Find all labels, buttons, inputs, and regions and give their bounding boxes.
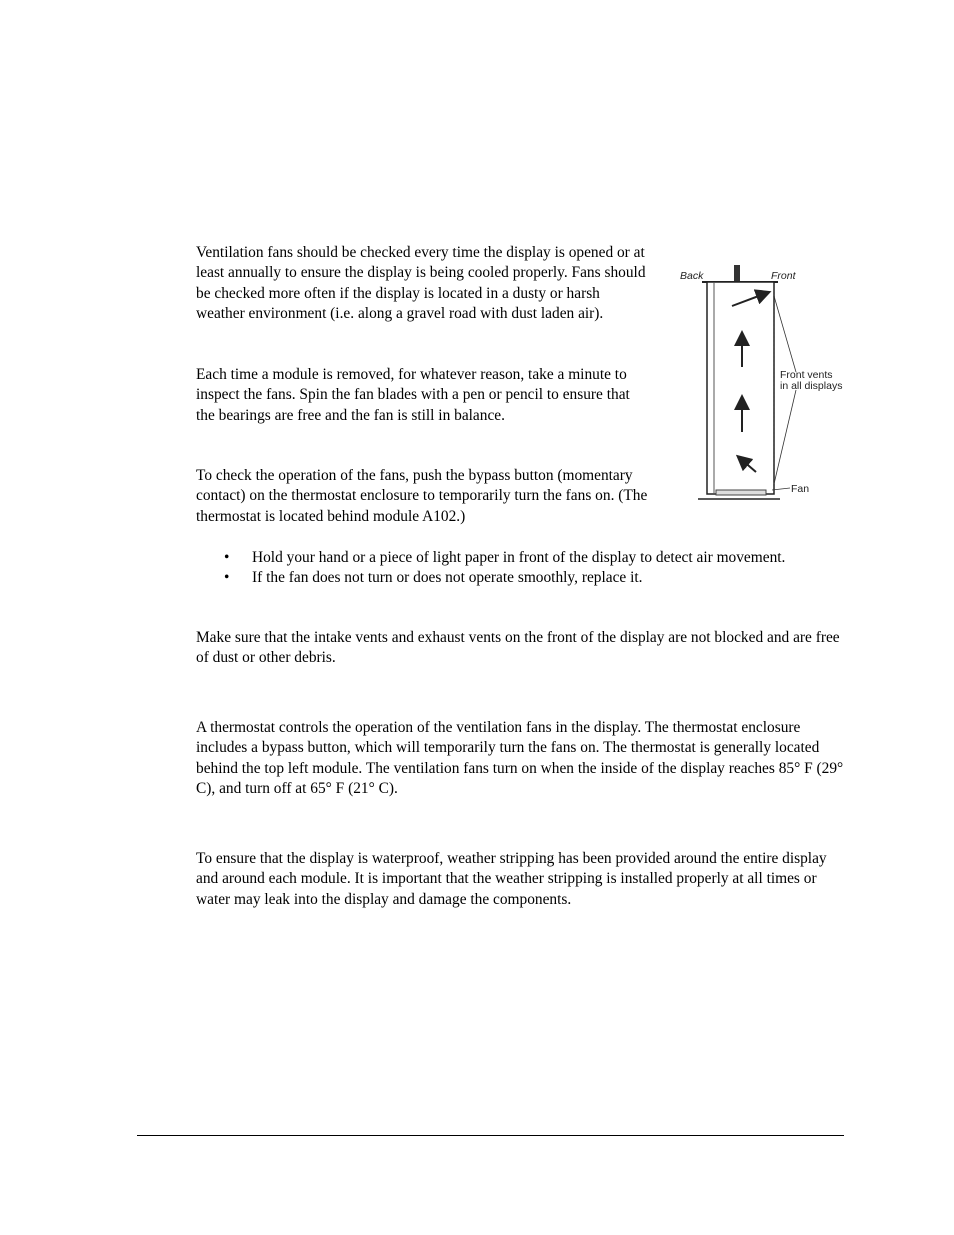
paragraph-thermostat: A thermostat controls the operation of the ventilation fans in the display. The thermostat enclosure includes a bypass button, which will temporarily turn the fans on. The thermostat is generally located behind the top left module. The ventilation fans turn on when the inside of the display reaches 85° F (29° C), and turn off at 65° F (21° C). bbox=[196, 719, 844, 797]
footer-rule bbox=[137, 1135, 844, 1136]
paragraph-check-operation: To check the operation of the fans, push the bypass button (momentary contact) on the thermostat enclosure to temporarily turn the fans on. (The thermostat is located behind module A102.) bbox=[196, 467, 648, 525]
label-in-all-displays: in all displays bbox=[780, 380, 843, 392]
list-item bbox=[196, 568, 846, 588]
paragraph-fan-check: Ventilation fans should be checked every time the display is opened or at least annually to ensure the display is being cooled properly. Fans should be checked more often if the display is located in a dusty or harsh weather environment (i.e. along a gravel road with dust laden air). bbox=[196, 244, 646, 322]
paragraph-vents: Make sure that the intake vents and exhaust vents on the front of the display are not blocked and are free of dust or other debris. bbox=[196, 629, 840, 667]
bullet-marker: • bbox=[224, 549, 230, 566]
label-back: Back bbox=[680, 270, 704, 282]
list-item-text: If the fan does not turn or does not operate smoothly, replace it. bbox=[252, 569, 643, 587]
list-item-text: Hold your hand or a piece of light paper in front of the display to detect air movement. bbox=[252, 549, 786, 566]
bullet-marker: • bbox=[224, 569, 230, 587]
vents-leader-line bbox=[774, 296, 796, 372]
cabinet-body bbox=[707, 282, 774, 494]
vents-leader-line bbox=[774, 390, 796, 484]
display-airflow-diagram bbox=[676, 262, 856, 507]
label-front-vents: Front vents bbox=[780, 369, 833, 381]
top-connector bbox=[734, 265, 740, 281]
paragraph-weather-stripping: To ensure that the display is waterproof, weather stripping has been provided around the entire display and around each module. It is important that the weather stripping is installed properly at all times or water may leak into the display and damage the components. bbox=[196, 850, 827, 908]
label-fan: Fan bbox=[791, 483, 810, 495]
bullet-list bbox=[196, 548, 846, 589]
paragraph-module-removed: Each time a module is removed, for whatever reason, take a minute to inspect the fans. Spin the fan blades with a pen or pencil to ensure that the bearings are free and the fan is still in balance. bbox=[196, 366, 630, 424]
fan-shape bbox=[716, 490, 766, 495]
list-item bbox=[196, 548, 846, 568]
label-front: Front bbox=[771, 270, 796, 282]
